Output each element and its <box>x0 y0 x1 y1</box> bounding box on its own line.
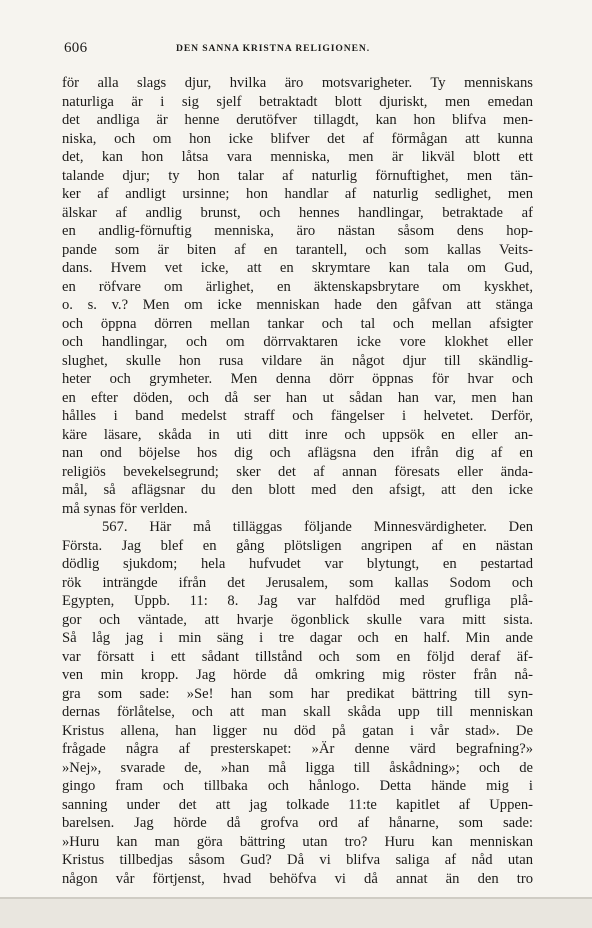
text-line: och handlingar, och om dörrvaktaren icke vore klokhet eller <box>62 334 533 350</box>
text-line: gor och väntade, att hvarje ögonblick skulle vara mitt sista. <box>62 611 533 628</box>
text-line: en andlig-förnuftig menniska, äro nästan såsom dens hop- <box>62 223 533 239</box>
body-text <box>62 74 533 888</box>
text-line: gingo fram och tillbaka och hånlogo. Detta hände mig i <box>62 778 533 794</box>
text-line: religiös bevekelsegrund; sker det af annan föresats eller ända- <box>62 463 533 480</box>
text-line: »Nej», svarade de, »han må ligga till åskådning»; och de <box>62 759 533 776</box>
text-line: o. s. v.? Men om icke menniskan hade den gåfvan att stänga <box>62 297 533 313</box>
text-line: heter och grymheter. Men denna dörr öppnas för hvar och <box>62 371 533 387</box>
text-line: Kristus tillbedjas såsom Gud? Då vi blifva saliga af nåd utan <box>62 852 533 868</box>
text-line: barelsen. Jag hörde då grofva ord af hånarne, som sade: <box>62 815 533 831</box>
text-line: gra som sade: »Se! han som har predikat bättring till syn- <box>62 685 533 702</box>
text-line: hålles i band medelst straff och fängelser i helvetet. Derför, <box>62 408 533 424</box>
text-line: ven min kropp. Jag hörde då omkring mig röster från nå- <box>62 667 533 683</box>
text-line: någon vår förtjenst, hvad behöfva vi då annat än den tro <box>62 870 533 887</box>
text-line: för alla slags djur, hvilka äro motsvarigheter. Ty menniskans <box>62 75 533 91</box>
text-line: pande som är biten af en tarantell, och som kallas Veits- <box>62 241 533 258</box>
text-line: dödlig sjukdom; hela hufvudet var blytungt, en pestartad <box>62 556 533 572</box>
text-line: ker af andligt ursinne; hon handlar af naturlig sedlighet, men <box>62 186 533 202</box>
running-title: DEN SANNA KRISTNA RELIGIONEN. <box>176 43 371 54</box>
text-line: nan ond böjelse hos dig och aflägsna den ifrån dig af en <box>62 445 533 461</box>
text-line: det, kan hon låtsa vara menniska, men är likväl blott ett <box>62 149 533 165</box>
text-line: käre läsare, skåda in uti ditt inre och uppsök en eller an- <box>62 426 533 443</box>
page-header <box>64 40 534 60</box>
scan-margin <box>0 899 592 928</box>
text-line: sanning under det att jag tolkade 11:te kapitlet af Uppen- <box>62 796 533 813</box>
text-line: var försatt i ett sådant tillstånd och som en följd deraf äf- <box>62 648 533 665</box>
text-line: dernas förlåtelse, och att man skall skåda upp till menniskan <box>62 704 533 720</box>
text-line: talande djur; ty hon talar af naturlig förnuftighet, men tän- <box>62 167 533 184</box>
text-line: slughet, skulle hon rusa vildare än något djur till skändlig- <box>62 352 533 369</box>
text-line: »Huru kan man göra bättring utan tro? Huru kan menniskan <box>62 833 533 850</box>
text-line: Kristus allena, han ligger nu död på gatan i vår stad». De <box>62 722 533 739</box>
text-line: rök inträngde ifrån det Jerusalem, som kallas Sodom och <box>62 574 533 591</box>
text-line: det andliga är henne derutöfver tillagdt, kan hon blifva men- <box>62 112 533 128</box>
text-line: en efter döden, och då ser han ut sådan han var, men han <box>62 389 533 406</box>
section-start-line: 567. Här må tilläggas följande Minnesvärdigheter. Den <box>102 519 533 535</box>
text-line: dans. Hvem vet icke, att en skrymtare kan tala om Gud, <box>62 260 533 276</box>
text-line: frågade några af presterskapet: »Är denne värd begrafning?» <box>62 741 533 757</box>
paragraph-end-line: må synas för verlden. <box>62 500 188 517</box>
text-line: Så låg jag i min säng i tre dagar och en half. Min ande <box>62 630 533 646</box>
text-line: Första. Jag blef en gång plötsligen angripen af en nästan <box>62 537 533 554</box>
text-line: en röfvare om ärlighet, en äktenskapsbrytare om kyskhet, <box>62 278 533 295</box>
text-line: Egypten, Uppb. 11: 8. Jag var halfdöd med grufliga plå- <box>62 593 533 609</box>
text-line: niska, och om hon icke blifver det af förmågan att kunna <box>62 130 533 147</box>
text-line: mål, så aflägsnar du den blott med den afsigt, att den icke <box>62 482 533 498</box>
text-line: och öppna dörren mellan tankar och tal och mellan afsigter <box>62 315 533 332</box>
text-line: älskar af andlig brunst, och hennes handlingar, betraktade af <box>62 204 533 221</box>
text-line: naturliga är i sig sjelf betraktadt blott djuriskt, men emedan <box>62 93 533 110</box>
page-number: 606 <box>64 40 88 56</box>
